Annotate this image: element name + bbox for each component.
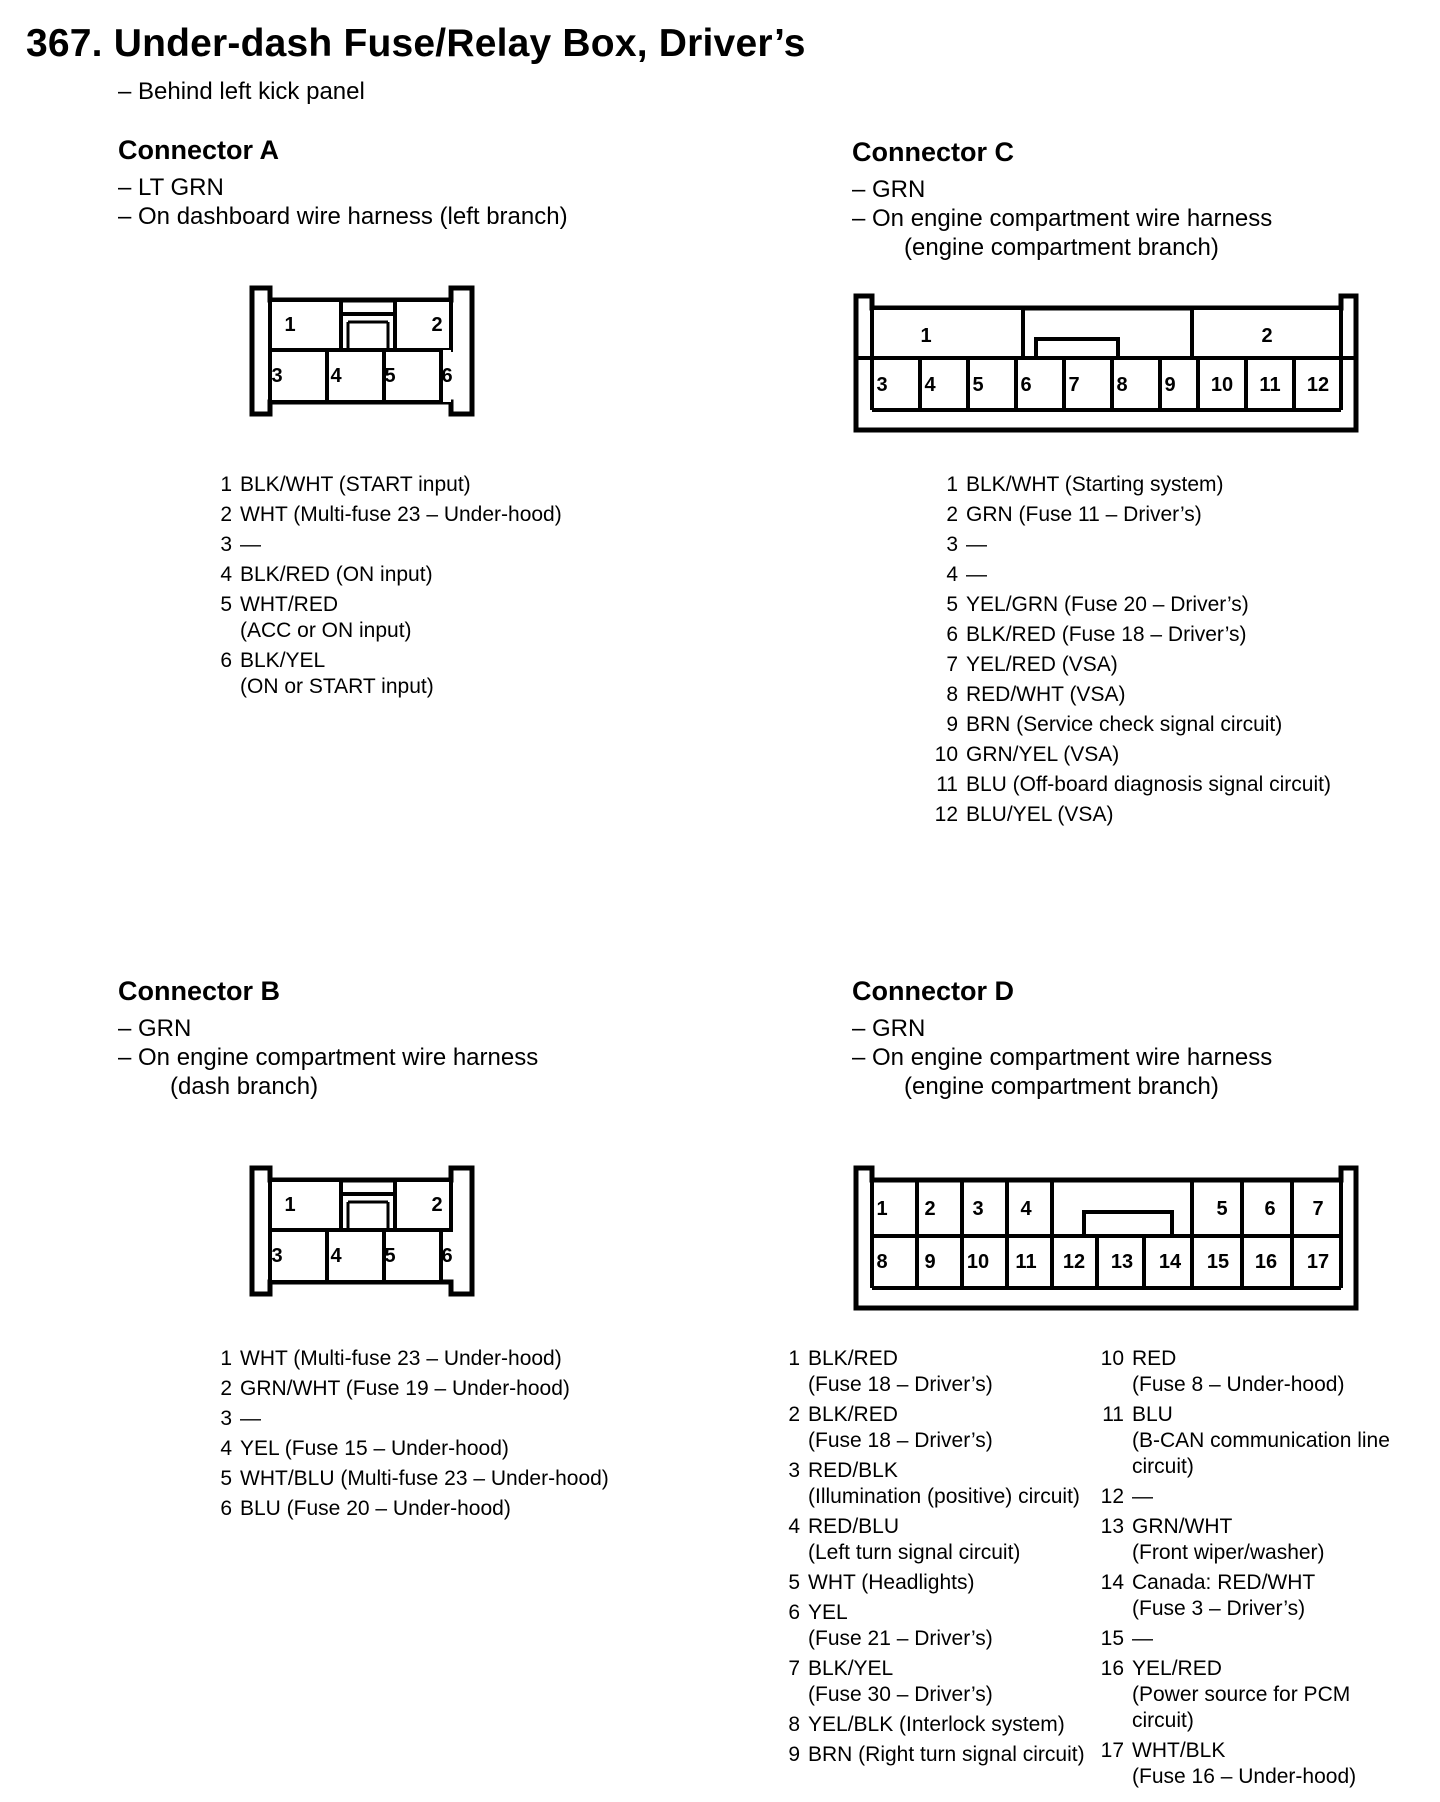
pin-description-line: RED/WHT (VSA) — [966, 683, 1126, 706]
pin-description-line: (ON or START input) — [240, 675, 434, 698]
pin-entry — [208, 1496, 609, 1522]
connector-b-pin-6: 6 — [441, 1245, 453, 1267]
connector-d-pin-5: 5 — [1216, 1198, 1228, 1220]
pin-entry — [776, 1514, 1085, 1566]
pin-description — [966, 772, 1331, 798]
connector-d-branch: (engine compartment branch) — [904, 1073, 1219, 1100]
connector-c-header — [852, 137, 1272, 262]
pin-description — [1132, 1738, 1356, 1790]
pin-entry — [934, 772, 1331, 798]
pin-number: 2 — [220, 1377, 232, 1400]
connector-d-pin-9: 9 — [924, 1251, 936, 1273]
pin-entry — [934, 682, 1331, 708]
connector-c-diagram — [852, 292, 1358, 434]
connector-b-cavity — [270, 1180, 341, 1230]
connector-d-location: – On engine compartment wire harness — [852, 1044, 1273, 1071]
pin-description-line: — — [966, 533, 987, 556]
pin-entry — [1100, 1626, 1390, 1652]
pin-entry — [208, 1376, 609, 1402]
pin-description-line: WHT/BLK — [1132, 1739, 1226, 1762]
pin-description — [966, 652, 1118, 678]
pin-description — [808, 1656, 993, 1708]
pin-number: 5 — [220, 593, 232, 616]
pin-description-line: RED — [1132, 1347, 1177, 1370]
pin-description — [808, 1514, 1020, 1566]
pin-entry — [934, 712, 1331, 738]
pin-number: 9 — [788, 1743, 800, 1766]
connector-c-pin-4: 4 — [924, 374, 936, 396]
pin-description-line: (Fuse 30 – Driver’s) — [808, 1683, 993, 1706]
pin-number: 2 — [220, 503, 232, 526]
pin-entry — [208, 648, 562, 700]
pin-description-line: BLU — [1132, 1403, 1173, 1426]
connector-c-lock-tab — [1036, 339, 1118, 358]
pin-number: 6 — [946, 623, 958, 646]
connector-d-pin-14: 14 — [1158, 1251, 1182, 1273]
pin-description-line: YEL/BLK (Interlock system) — [808, 1713, 1065, 1736]
pin-description — [808, 1346, 993, 1398]
pin-description-line: BLK/RED — [808, 1347, 898, 1370]
connector-b-title: Connector B — [118, 976, 280, 1006]
connector-b-branch: (dash branch) — [170, 1073, 319, 1100]
pin-description — [808, 1570, 974, 1596]
connector-d-pin-4: 4 — [1020, 1198, 1032, 1220]
connector-a-pin-list — [208, 472, 562, 704]
connector-d-pin-15: 15 — [1206, 1251, 1230, 1273]
pin-entry — [208, 502, 562, 528]
pin-entry — [208, 1346, 609, 1372]
connector-d-pin-11: 11 — [1015, 1251, 1037, 1273]
connector-d-pin-6: 6 — [1264, 1198, 1276, 1220]
pin-description-line: BRN (Service check signal circuit) — [966, 713, 1283, 736]
connector-b-pin-1: 1 — [284, 1194, 296, 1216]
pin-entry — [208, 1406, 609, 1432]
pin-description — [240, 1466, 609, 1492]
pin-description-line: BLK/YEL — [240, 649, 326, 672]
pin-entry — [934, 502, 1331, 528]
pin-description-line: YEL (Fuse 15 – Under-hood) — [240, 1437, 509, 1460]
pin-description-line: BLK/RED — [808, 1403, 898, 1426]
pin-description — [1132, 1514, 1325, 1566]
connector-d-pin-13: 13 — [1110, 1251, 1134, 1273]
connector-c-pin-12: 12 — [1306, 374, 1330, 396]
pin-number: 6 — [220, 1497, 232, 1520]
connector-a-cavity — [270, 300, 341, 350]
pin-number: 8 — [788, 1713, 800, 1736]
pin-entry — [208, 1466, 609, 1492]
pin-entry — [1100, 1514, 1390, 1566]
pin-description — [966, 802, 1113, 828]
connector-b-pin-4: 4 — [330, 1245, 342, 1267]
pin-entry — [208, 562, 562, 588]
pin-description-line: GRN (Fuse 11 – Driver’s) — [966, 503, 1202, 526]
pin-description — [808, 1402, 993, 1454]
connector-a-pin-2: 2 — [431, 314, 443, 336]
pin-number: 4 — [220, 1437, 232, 1460]
pin-number: 1 — [220, 473, 232, 496]
pin-number: 2 — [788, 1403, 800, 1426]
pin-number: 11 — [936, 773, 958, 796]
pin-description-line: — — [1132, 1627, 1153, 1650]
connector-d-pin-12: 12 — [1062, 1251, 1086, 1273]
pin-description — [966, 682, 1125, 708]
pin-description-line: YEL/RED — [1132, 1657, 1222, 1680]
connector-a-title: Connector A — [118, 135, 279, 165]
pin-description-line: YEL/RED (VSA) — [966, 653, 1118, 676]
pin-description-line: YEL/GRN (Fuse 20 – Driver’s) — [966, 593, 1249, 616]
pin-description — [240, 532, 261, 558]
connector-d-pin-7: 7 — [1312, 1198, 1324, 1220]
pin-entry — [776, 1600, 1085, 1652]
connector-c-branch: (engine compartment branch) — [904, 234, 1219, 261]
page-title: 367. Under-dash Fuse/Relay Box, Driver’s — [26, 22, 806, 65]
pin-description-line: (ACC or ON input) — [240, 619, 412, 642]
pin-entry — [776, 1458, 1085, 1510]
pin-number: 5 — [788, 1571, 800, 1594]
connector-d-title: Connector D — [852, 976, 1014, 1006]
pin-description-line: — — [1132, 1485, 1153, 1508]
connector-a-header — [118, 135, 568, 231]
pin-description-line: — — [966, 563, 987, 586]
pin-description-line: (Left turn signal circuit) — [808, 1541, 1021, 1564]
pin-description — [1132, 1570, 1315, 1622]
pin-entry — [934, 472, 1331, 498]
connector-c-pin-1: 1 — [920, 325, 932, 347]
pin-description — [240, 1406, 261, 1432]
pin-number: 3 — [946, 533, 958, 556]
pin-description-line: GRN/WHT (Fuse 19 – Under-hood) — [240, 1377, 570, 1400]
pin-number: 17 — [1100, 1739, 1124, 1762]
pin-entry — [208, 472, 562, 498]
connector-c-pin-2: 2 — [1261, 325, 1273, 347]
connector-c-title: Connector C — [852, 137, 1014, 167]
pin-number: 1 — [220, 1347, 232, 1370]
pin-description-line: BLK/WHT (Starting system) — [966, 473, 1224, 496]
connector-c-pin-11: 11 — [1259, 374, 1281, 396]
connector-a-pin-5: 5 — [384, 365, 396, 387]
pin-number: 15 — [1100, 1627, 1124, 1650]
pin-description-line: GRN/WHT — [1132, 1515, 1233, 1538]
pin-number: 7 — [788, 1657, 800, 1680]
connector-c-pin-5: 5 — [972, 374, 984, 396]
pin-entry — [208, 1436, 609, 1462]
connector-b-pin-3: 3 — [271, 1245, 283, 1267]
pin-description-line: BLK/WHT (START input) — [240, 473, 471, 496]
pin-entry — [1100, 1738, 1390, 1790]
pin-number: 16 — [1100, 1657, 1124, 1680]
pin-number: 4 — [946, 563, 958, 586]
connector-b-header — [118, 976, 538, 1101]
pin-description-line: (Fuse 16 – Under-hood) — [1132, 1765, 1357, 1788]
pin-description — [240, 472, 471, 498]
pin-number: 11 — [1102, 1403, 1124, 1426]
connector-c-location: – On engine compartment wire harness — [852, 205, 1273, 232]
connector-c-pin-10: 10 — [1210, 374, 1234, 396]
pin-entry — [934, 562, 1331, 588]
pin-number: 6 — [788, 1601, 800, 1624]
pin-entry — [1100, 1346, 1390, 1398]
pin-description-line: (Fuse 18 – Driver’s) — [808, 1373, 993, 1396]
pin-description — [808, 1742, 1085, 1768]
pin-description-line: BLU (Off-board diagnosis signal circuit) — [966, 773, 1331, 796]
pin-entry — [776, 1570, 1085, 1596]
connector-d-header — [852, 976, 1272, 1101]
pin-entry — [1100, 1402, 1390, 1480]
pin-number: 4 — [788, 1515, 800, 1538]
pin-description-line: (Fuse 3 – Driver’s) — [1132, 1597, 1306, 1620]
connector-d-pin-17: 17 — [1306, 1251, 1330, 1273]
pin-description-line: (Fuse 21 – Driver’s) — [808, 1627, 993, 1650]
pin-number: 10 — [934, 743, 958, 766]
pin-number: 8 — [946, 683, 958, 706]
pin-number: 14 — [1100, 1571, 1124, 1594]
pin-description — [966, 502, 1202, 528]
pin-description-line: circuit) — [1132, 1455, 1194, 1478]
connector-a-color: – LT GRN — [118, 174, 224, 201]
pin-description — [240, 502, 562, 528]
page-subtitle: – Behind left kick panel — [118, 78, 365, 105]
pin-description-line: WHT (Multi-fuse 23 – Under-hood) — [240, 503, 562, 526]
pin-entry — [934, 592, 1331, 618]
pin-description-line: (Power source for PCM — [1132, 1683, 1351, 1706]
pin-description-line: WHT (Headlights) — [808, 1571, 975, 1594]
pin-description — [966, 532, 987, 558]
pin-entry — [934, 532, 1331, 558]
pin-number: 3 — [788, 1459, 800, 1482]
pin-description — [240, 1376, 570, 1402]
connector-b-cavity — [395, 1180, 451, 1230]
pin-entry — [1100, 1484, 1390, 1510]
connector-b-location: – On engine compartment wire harness — [118, 1044, 539, 1071]
pin-description — [966, 622, 1246, 648]
connector-b-pin-list — [208, 1346, 609, 1526]
pin-entry — [934, 652, 1331, 678]
connector-b-color: – GRN — [118, 1015, 192, 1042]
connector-d-pin-3: 3 — [972, 1198, 984, 1220]
pin-description — [966, 592, 1249, 618]
pin-number: 12 — [1100, 1485, 1124, 1508]
pin-description — [1132, 1656, 1350, 1734]
connector-a-pin-3: 3 — [271, 365, 283, 387]
connector-d-pin-list-left — [776, 1346, 1085, 1772]
pin-description-line: (Front wiper/washer) — [1132, 1541, 1325, 1564]
connector-b-diagram — [246, 1164, 480, 1300]
pin-description-line: (B-CAN communication line — [1132, 1429, 1390, 1452]
connector-a-cavity — [395, 300, 451, 350]
pin-number: 1 — [946, 473, 958, 496]
connector-a-diagram — [246, 284, 480, 420]
pin-number: 9 — [946, 713, 958, 736]
connector-a-location: – On dashboard wire harness (left branch) — [118, 203, 568, 230]
connector-a-pin-6: 6 — [441, 365, 453, 387]
connector-d-pin-2: 2 — [924, 1198, 936, 1220]
pin-description-line: (Fuse 8 – Under-hood) — [1132, 1373, 1345, 1396]
connector-c-cavity — [872, 308, 1023, 358]
pin-description-line: (Illumination (positive) circuit) — [808, 1485, 1080, 1508]
pin-entry — [1100, 1656, 1390, 1734]
connector-c-pin-list — [934, 472, 1331, 832]
pin-description — [966, 742, 1119, 768]
pin-description-line: RED/BLK — [808, 1459, 898, 1482]
pin-description — [240, 592, 412, 644]
connector-d-pin-8: 8 — [876, 1251, 888, 1273]
pin-description — [966, 472, 1224, 498]
pin-number: 13 — [1100, 1515, 1124, 1538]
pin-description-line: WHT/RED — [240, 593, 338, 616]
pin-number: 2 — [946, 503, 958, 526]
pin-description — [1132, 1402, 1390, 1480]
pin-description-line: BLK/RED (Fuse 18 – Driver’s) — [966, 623, 1247, 646]
pin-number: 6 — [220, 649, 232, 672]
pin-description — [966, 712, 1282, 738]
pin-description — [240, 1436, 509, 1462]
pin-entry — [934, 622, 1331, 648]
pin-description — [240, 1346, 562, 1372]
pin-description-line: WHT (Multi-fuse 23 – Under-hood) — [240, 1347, 562, 1370]
pin-description-line: (Fuse 18 – Driver’s) — [808, 1429, 993, 1452]
connector-d-pin-list-right — [1100, 1346, 1390, 1794]
pin-number: 1 — [788, 1347, 800, 1370]
pin-number: 12 — [934, 803, 958, 826]
connector-c-pin-8: 8 — [1116, 374, 1128, 396]
pin-number: 5 — [220, 1467, 232, 1490]
pin-description — [1132, 1626, 1153, 1652]
pin-entry — [934, 802, 1331, 828]
pin-entry — [776, 1712, 1085, 1738]
connector-d-pin-10: 10 — [966, 1251, 990, 1273]
connector-d-lock-tab — [1084, 1212, 1172, 1236]
pin-entry — [776, 1346, 1085, 1398]
connector-c-pin-9: 9 — [1164, 374, 1176, 396]
pin-number: 3 — [220, 533, 232, 556]
pin-entry — [776, 1656, 1085, 1708]
connector-d-pin-16: 16 — [1254, 1251, 1278, 1273]
connector-d-color: – GRN — [852, 1015, 926, 1042]
pin-description-line: BLU (Fuse 20 – Under-hood) — [240, 1497, 511, 1520]
connector-b-pin-5: 5 — [384, 1245, 396, 1267]
pin-description — [240, 648, 434, 700]
pin-description — [808, 1712, 1065, 1738]
pin-description — [966, 562, 987, 588]
pin-number: 7 — [946, 653, 958, 676]
pin-description — [1132, 1346, 1344, 1398]
pin-description-line: YEL — [808, 1601, 848, 1624]
connector-d-diagram — [852, 1164, 1358, 1312]
pin-entry — [776, 1402, 1085, 1454]
connector-c-pin-7: 7 — [1068, 374, 1080, 396]
pin-description-line: BRN (Right turn signal circuit) — [808, 1743, 1085, 1766]
connector-a-pin-1: 1 — [284, 314, 296, 336]
pin-number: 10 — [1100, 1347, 1124, 1370]
connector-b-pin-2: 2 — [431, 1194, 443, 1216]
pin-description-line: RED/BLU — [808, 1515, 900, 1538]
pin-number: 4 — [220, 563, 232, 586]
connector-c-pin-6: 6 — [1020, 374, 1032, 396]
pin-description-line: BLU/YEL (VSA) — [966, 803, 1114, 826]
connector-a-pin-4: 4 — [330, 365, 342, 387]
pin-entry — [1100, 1570, 1390, 1622]
pin-description-line: BLK/YEL — [808, 1657, 894, 1680]
pin-description — [808, 1600, 993, 1652]
pin-description — [1132, 1484, 1153, 1510]
pin-entry — [208, 532, 562, 558]
pin-description-line: — — [240, 533, 261, 556]
pin-entry — [776, 1742, 1085, 1768]
pin-description-line: — — [240, 1407, 261, 1430]
pin-number: 5 — [946, 593, 958, 616]
connector-c-color: – GRN — [852, 176, 926, 203]
pin-description-line: BLK/RED (ON input) — [240, 563, 433, 586]
pin-number: 3 — [220, 1407, 232, 1430]
pin-description — [808, 1458, 1080, 1510]
pin-entry — [208, 592, 562, 644]
pin-description-line: GRN/YEL (VSA) — [966, 743, 1120, 766]
connector-d-pin-1: 1 — [876, 1198, 888, 1220]
pin-description — [240, 562, 433, 588]
pin-description-line: WHT/BLU (Multi-fuse 23 – Under-hood) — [240, 1467, 609, 1490]
connector-c-pin-3: 3 — [876, 374, 888, 396]
pin-description-line: circuit) — [1132, 1709, 1194, 1732]
pin-description-line: Canada: RED/WHT — [1132, 1571, 1316, 1594]
pin-entry — [934, 742, 1331, 768]
pin-description — [240, 1496, 511, 1522]
